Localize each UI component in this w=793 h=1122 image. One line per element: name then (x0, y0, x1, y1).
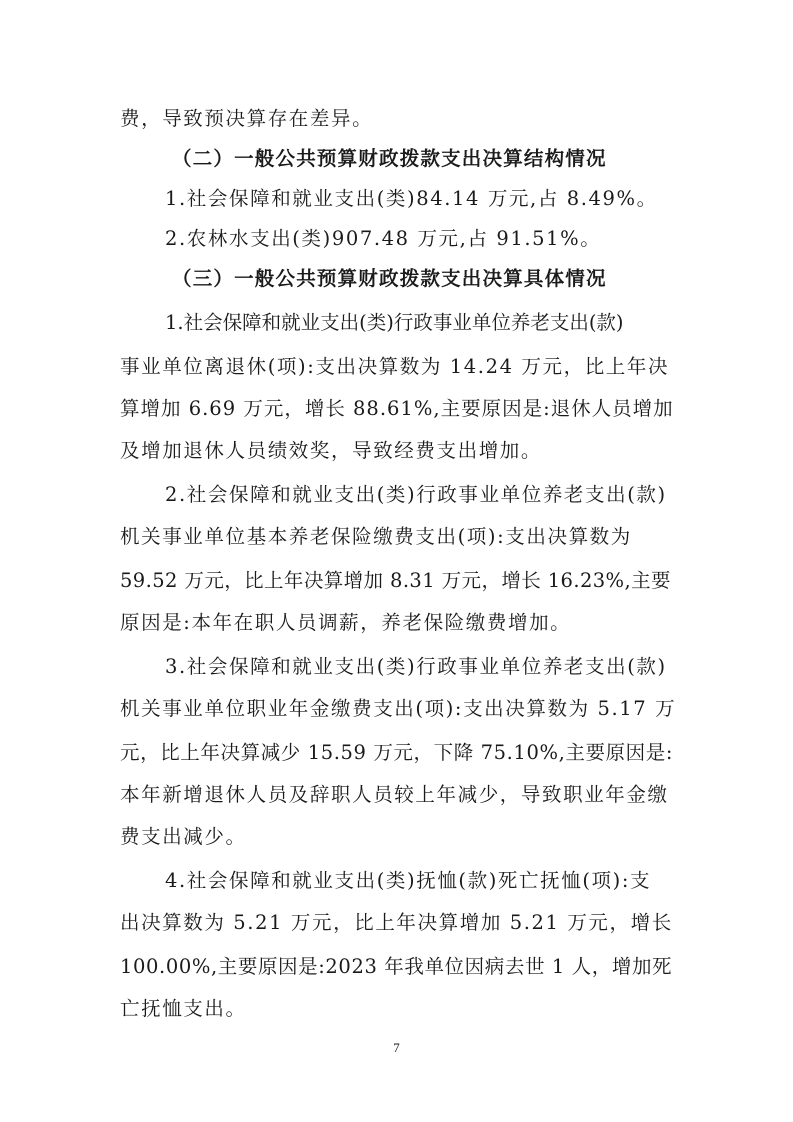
detail-4-line-2: 出决算数为 5.21 万元，比上年决算增加 5.21 万元，增长 (120, 911, 673, 934)
detail-3-line-5: 费支出减少。 (120, 825, 247, 848)
detail-3-line-2: 机关事业单位职业年金缴费支出(项):支出决算数为 5.17 万 (120, 697, 677, 720)
detail-4-line-4: 亡抚恤支出。 (120, 997, 247, 1020)
structure-item-agriculture: 2.农林水支出(类)907.48 万元,占 91.51%。 (165, 227, 602, 250)
page-number: 7 (393, 1040, 400, 1055)
structure-item-social-security: 1.社会保障和就业支出(类)84.14 万元,占 8.49%。 (165, 187, 658, 210)
detail-3-line-4: 本年新增退休人员及辞职人员较上年减少，导致职业年金缴 (120, 783, 669, 806)
detail-4-line-3: 100.00%,主要原因是:2023 年我单位因病去世 1 人，增加死 (120, 955, 673, 978)
detail-4-line-1: 4.社会保障和就业支出(类)抚恤(款)死亡抚恤(项):支 (165, 869, 652, 892)
detail-2-line-4: 原因是:本年在职人员调薪，养老保险缴费增加。 (120, 611, 572, 634)
line-text: 1.社会保障和就业支出(类)行政事业单位养老支出(款) (165, 311, 624, 334)
detail-1-line-1 (165, 310, 673, 336)
paragraph-continuation-line: 费，导致预决算存在差异。 (120, 107, 374, 130)
detail-1-line-3: 算增加 6.69 万元，增长 88.61%,主要原因是:退休人员增加 (120, 397, 674, 420)
detail-1-line-4: 及增加退休人员绩效奖，导致经费支出增加。 (120, 439, 543, 462)
detail-3-line-3: 元，比上年决算减少 15.59 万元，下降 75.10%,主要原因是: (120, 741, 674, 764)
detail-3-line-1: 3.社会保障和就业支出(类)行政事业单位养老支出(款) (165, 655, 667, 678)
section-heading-details: （三）一般公共预算财政拨款支出决算具体情况 (172, 267, 607, 290)
detail-2-line-3: 59.52 万元，比上年决算增加 8.31 万元，增长 16.23%,主要 (120, 569, 671, 592)
section-heading-structure: （二）一般公共预算财政拨款支出决算结构情况 (172, 147, 607, 170)
detail-2-line-2: 机关事业单位基本养老保险缴费支出(项):支出决算数为 (120, 525, 632, 548)
detail-2-line-1: 2.社会保障和就业支出(类)行政事业单位养老支出(款) (165, 483, 667, 506)
detail-1-line-2: 事业单位离退休(项):支出决算数为 14.24 万元，比上年决 (120, 355, 670, 378)
